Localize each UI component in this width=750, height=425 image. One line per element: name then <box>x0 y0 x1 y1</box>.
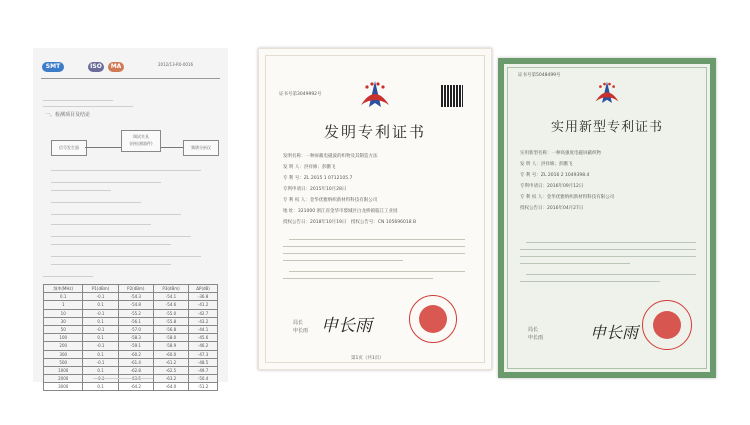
text-line <box>51 170 201 171</box>
table-cell: -54.6 <box>153 301 188 309</box>
utility-model-patent-certificate <box>498 58 716 378</box>
flow-connector <box>85 147 121 148</box>
certificate-field: 授权公告日：2016年04月27日 <box>520 206 584 211</box>
table-row <box>44 325 218 333</box>
text-line <box>51 256 201 257</box>
table-cell: 200 <box>44 342 83 350</box>
table-cell: -48.5 <box>189 358 218 366</box>
table-cell: 500 <box>44 358 83 366</box>
table-cell: -62.5 <box>153 366 188 374</box>
table-row <box>44 342 218 350</box>
certificate-field: 专利申请日：2016年09月12日 <box>520 184 584 189</box>
text-line <box>51 244 171 245</box>
text-line <box>51 264 171 265</box>
flow-connector <box>161 147 183 148</box>
table-cell: -44.1 <box>189 325 218 333</box>
table-cell: -42.7 <box>189 309 218 317</box>
page-footer: 第1页（共1页） <box>351 356 384 361</box>
paragraph-line <box>520 256 696 257</box>
table-cell: -47.3 <box>189 350 218 358</box>
table-cell: -56.1 <box>118 317 153 325</box>
table-cell: -59.1 <box>118 342 153 350</box>
table-header-cell: 频率(MHz) <box>44 285 83 293</box>
paragraph-line <box>283 278 433 279</box>
certificate-field: 发明名称：一种屏蔽电磁波的织物及其制造方法 <box>283 154 378 159</box>
text-line <box>51 224 151 225</box>
paragraph-line <box>283 246 465 247</box>
table-cell: 0.1 <box>83 334 118 342</box>
table-cell: -51.2 <box>189 383 218 391</box>
table-cell: -58.3 <box>118 334 153 342</box>
certificate-field: 地 址：321000 浙江省金华市婺城区白龙桥镇临江工业园 <box>283 209 398 214</box>
certificate-field: 专利申请日：2015年10月28日 <box>283 187 347 192</box>
signature: 申长雨 <box>321 316 372 336</box>
table-cell: -64.2 <box>118 383 153 391</box>
table-cell: 300 <box>44 350 83 358</box>
table-header-row <box>44 285 218 293</box>
certificate-field: 专 利 号：ZL 2016 2 1049398.4 <box>520 173 590 178</box>
text-line <box>51 190 111 191</box>
patent-office-emblem-icon <box>590 80 624 108</box>
table-cell: -62.8 <box>118 366 153 374</box>
table-cell: 1 <box>44 301 83 309</box>
certificate-field: 发 明 人：洪祥修；彭鹏飞 <box>283 165 336 170</box>
table-cell: 3000 <box>44 383 83 391</box>
header-rule <box>41 78 220 79</box>
signature-label: 局长 申长雨 <box>293 320 309 334</box>
table-cell: -41.2 <box>189 301 218 309</box>
table-cell: -0.1 <box>83 358 118 366</box>
table-cell: 0.1 <box>83 317 118 325</box>
table-cell: 10 <box>44 309 83 317</box>
certificate-number: 证书号第3049992号 <box>279 92 322 97</box>
table-cell: -57.0 <box>118 325 153 333</box>
paragraph-line <box>520 263 630 264</box>
table-cell: -55.0 <box>153 309 188 317</box>
table-row <box>44 366 218 374</box>
text-line <box>51 214 181 215</box>
signature-label: 局长 申长雨 <box>528 327 544 341</box>
flow-box-signal: 信号发生器 <box>51 140 87 156</box>
table-cell: -43.2 <box>189 317 218 325</box>
paragraph-line <box>526 242 696 243</box>
smt-logo: SMT <box>42 62 64 72</box>
section-label: 一、检测项目及结论 <box>45 112 91 118</box>
certificate-title: 实用新型专利证书 <box>550 120 663 135</box>
table-cell: 1000 <box>44 366 83 374</box>
certificate-field: 专 利 权 人：金华优雅纳织新材料科技有限公司 <box>283 198 378 203</box>
table-header-cell: P1(dBm) <box>83 285 118 293</box>
certificate-field: 实用新型名称：一种高强度电磁屏蔽织物 <box>520 151 601 156</box>
flow-box-analyzer: 频谱分析仪 <box>183 140 219 156</box>
paragraph-line <box>283 253 465 254</box>
table-cell: -54.8 <box>118 301 153 309</box>
table-cell: -61.4 <box>118 358 153 366</box>
table-cell: -58.9 <box>153 342 188 350</box>
table-cell: -64.0 <box>153 383 188 391</box>
table-cell: 100 <box>44 334 83 342</box>
table-cell: -60.2 <box>118 350 153 358</box>
table-row <box>44 293 218 301</box>
table-cell: -54.1 <box>153 293 188 301</box>
invention-patent-certificate <box>258 48 492 370</box>
table-cell: -0.1 <box>83 293 118 301</box>
paragraph-line <box>520 249 696 250</box>
table-cell: -60.0 <box>153 350 188 358</box>
paragraph-line <box>289 271 465 272</box>
certificate-title: 发明专利证书 <box>323 123 426 141</box>
table-cell: 0.1 <box>83 383 118 391</box>
table-cell: -0.1 <box>83 325 118 333</box>
certificate-field: 专 利 权 人：金华优雅纳织新材料科技有限公司 <box>520 195 615 200</box>
table-row <box>44 334 218 342</box>
ma-logo: MA <box>108 62 124 72</box>
paragraph-line <box>289 239 465 240</box>
table-row <box>44 317 218 325</box>
table-cell: -36.8 <box>189 293 218 301</box>
table-cell: -49.7 <box>189 366 218 374</box>
text-line <box>51 236 191 237</box>
table-cell: -63.2 <box>153 375 188 383</box>
table-cell: -45.6 <box>189 334 218 342</box>
qr-code-icon <box>441 85 463 107</box>
table-cell: -58.0 <box>153 334 188 342</box>
text-line <box>43 106 133 107</box>
certificate-number: 证书号第5048499号 <box>518 73 561 78</box>
table-cell: 2000 <box>44 375 83 383</box>
signature: 申长雨 <box>590 323 639 342</box>
measurement-table <box>43 284 218 391</box>
table-cell: -0.1 <box>83 342 118 350</box>
table-cell: 0.1 <box>83 350 118 358</box>
official-seal-icon <box>409 295 457 343</box>
certificate-field: 授权公告日：2018年10月19日 授权公告号：CN 105696018 B <box>283 220 417 225</box>
patent-office-emblem-icon <box>355 79 395 113</box>
table-cell: -50.4 <box>189 375 218 383</box>
table-row <box>44 350 218 358</box>
paragraph-line <box>283 260 403 261</box>
test-report-document <box>33 48 228 390</box>
report-number: 2012/13-R0-0016 <box>158 62 194 67</box>
text-line <box>43 100 113 101</box>
paragraph-line <box>520 281 660 282</box>
table-cell: 0.1 <box>83 366 118 374</box>
official-seal-icon <box>642 300 692 350</box>
table-cell: 50 <box>44 325 83 333</box>
table-row <box>44 309 218 317</box>
table-header-cell: P3(dBm) <box>153 285 188 293</box>
flow-box-fixture: 调试夹具 (待检测器件) <box>121 130 161 152</box>
table-header-cell: P2(dBm) <box>118 285 153 293</box>
table-cell: -46.2 <box>189 342 218 350</box>
table-cell: 0.1 <box>83 301 118 309</box>
table-row <box>44 383 218 391</box>
text-line <box>43 276 93 277</box>
table-cell: 0.1 <box>44 293 83 301</box>
table-cell: -55.2 <box>118 309 153 317</box>
table-cell: -61.2 <box>153 358 188 366</box>
table-cell: -0.1 <box>83 309 118 317</box>
text-line <box>51 202 141 203</box>
table-header-cell: ΔP(dB) <box>189 285 218 293</box>
paragraph-line <box>526 274 696 275</box>
table-row <box>44 358 218 366</box>
certificate-field: 专 利 号：ZL 2015 1 0712105.7 <box>283 176 353 181</box>
text-line <box>93 378 153 379</box>
table-cell: -54.3 <box>118 293 153 301</box>
table-cell: -55.8 <box>153 317 188 325</box>
table-cell: -56.8 <box>153 325 188 333</box>
table-cell: 30 <box>44 317 83 325</box>
table-row <box>44 301 218 309</box>
text-line <box>51 182 161 183</box>
certificate-field: 发 明 人：洪祥修；彭鹏飞 <box>520 162 573 167</box>
iso-logo: ISO <box>88 62 104 72</box>
